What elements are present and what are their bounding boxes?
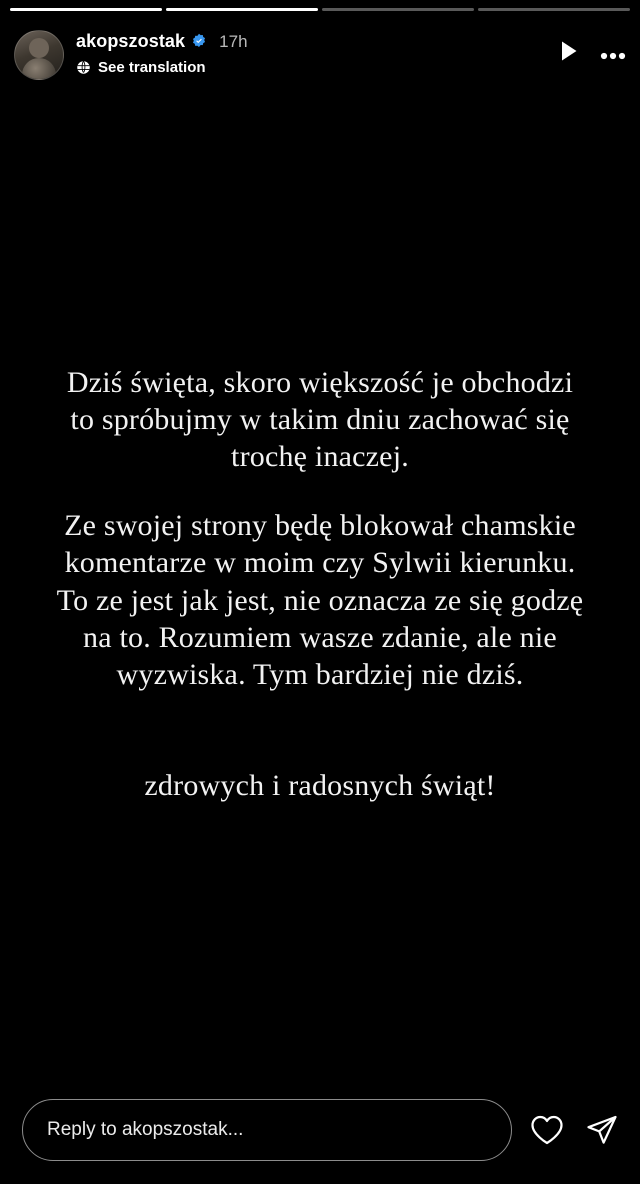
story-paragraph: Dziś święta, skoro większość je obchodzi to spróbujmy w takim dniu zachować się trochę inaczej. [66,365,574,474]
story-progress-bar [10,8,630,11]
see-translation-button[interactable] [76,59,550,76]
footer-actions [530,1114,618,1146]
avatar[interactable] [14,30,64,80]
timestamp-label: 17h [219,31,248,51]
verified-badge-icon [191,33,207,49]
progress-segment[interactable] [478,8,630,11]
story-paragraph: Ze swojej strony będę blokował chamskie komentarze w moim czy Sylwii kierunku. To ze jest jak jest, nie oznacza ze się godzę na to. Rozumiem wasze zdanie, ale nie wyzwiska. Tym bardziej nie dziś. [56,509,584,691]
story-footer [0,1076,640,1184]
story-paragraph: zdrowych i radosnych świąt! [144,769,496,803]
username-label[interactable]: akopszostak [76,31,186,51]
header-actions [560,30,626,62]
translate-icon [76,60,91,75]
share-paper-plane-icon[interactable] [586,1114,618,1146]
story-text-block [56,364,584,805]
progress-segment[interactable] [166,8,318,11]
reply-input[interactable] [22,1099,512,1161]
see-translation-label: See translation [98,59,206,76]
play-icon[interactable] [560,40,578,62]
progress-segment[interactable] [10,8,162,11]
username-row[interactable] [76,32,550,50]
reply-placeholder-label: Reply to akopszostak... [47,1119,244,1140]
heart-icon[interactable] [530,1114,564,1146]
story-header [0,22,640,80]
header-text-group [76,30,550,76]
progress-segment[interactable] [322,8,474,11]
more-options-icon[interactable] [600,47,626,55]
